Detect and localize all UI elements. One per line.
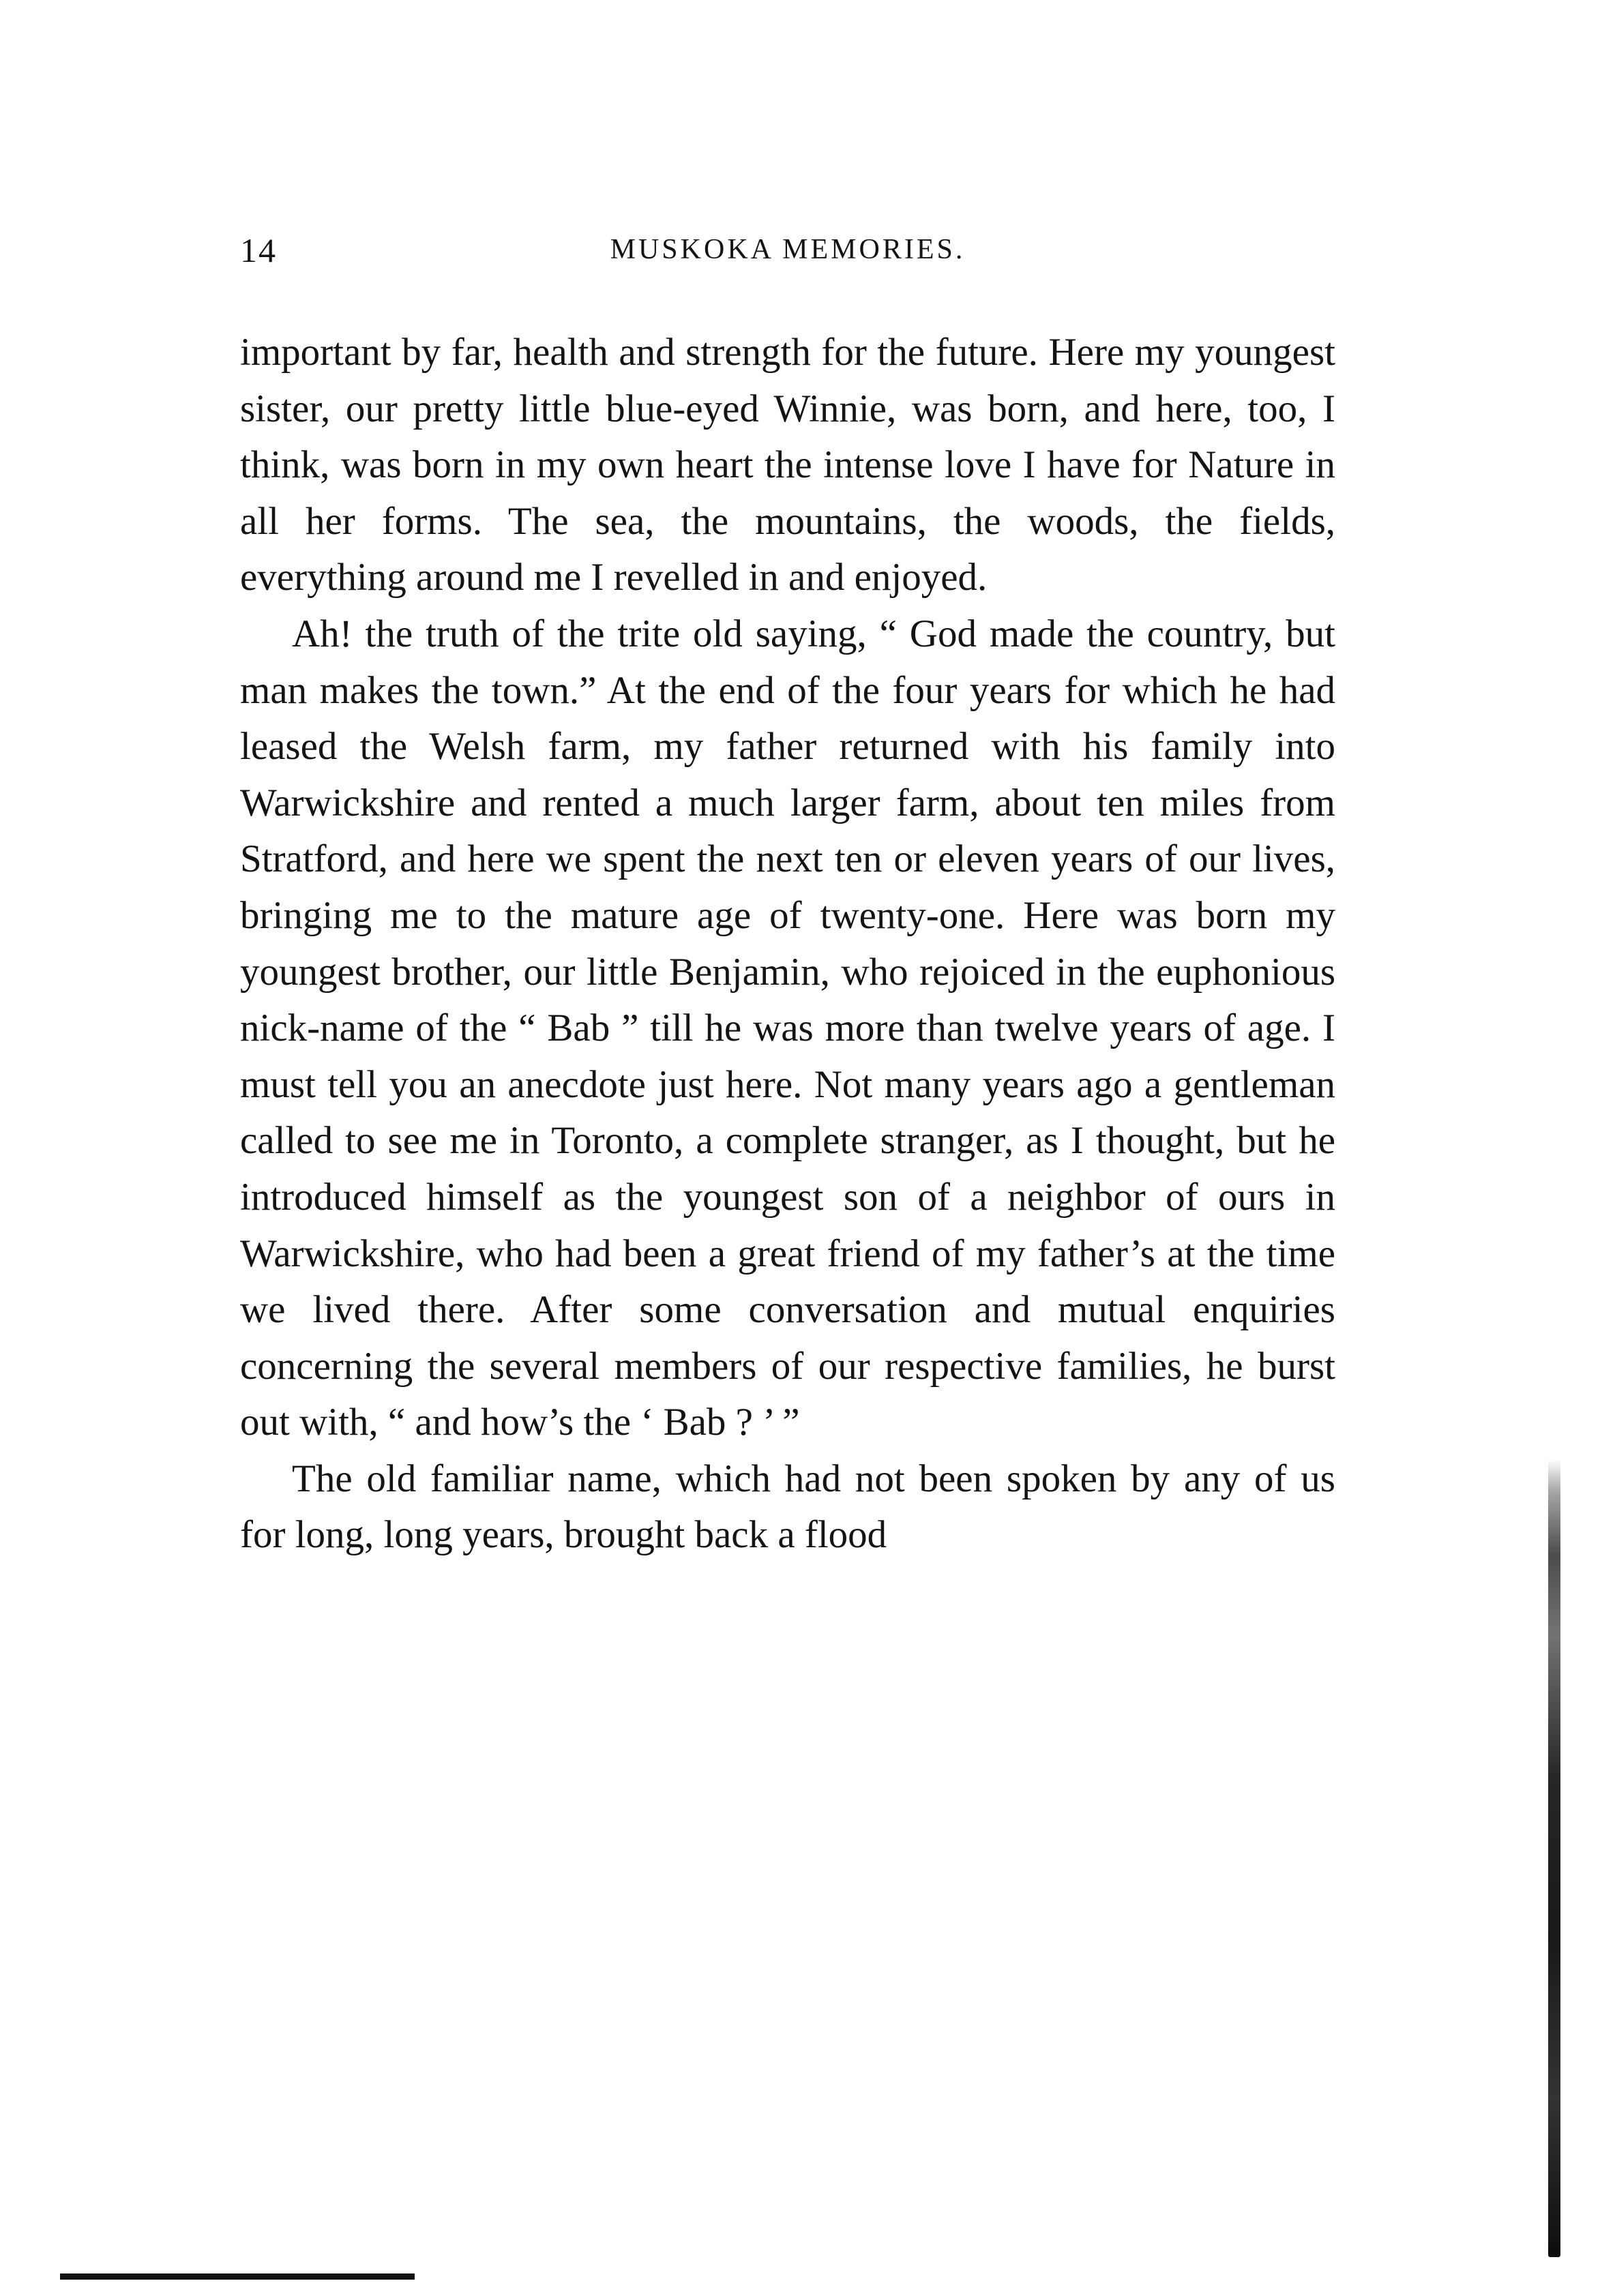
paragraph: The old familiar name, which had not been spoken by any of us for long, long years, brought back a flood	[240, 1457, 1335, 1557]
running-title: MUSKOKA MEMORIES.	[610, 234, 966, 265]
body-text	[240, 325, 1335, 1564]
paragraph: Ah! the truth of the trite old saying, “ God made the country, but man makes the town.” At the end of the four years for which he had leased the Welsh farm, my father returned with his family into Warwickshire and rented a much larger farm, about ten miles from Stratford, and here we spent the next ten or eleven years of our lives, bringing me to the mature age of twenty-one. Here was born my youngest brother, our little Benjamin, who rejoiced in the euphonious nick-name of the “ Bab ” till he was more than twelve years of age. I must tell you an anecdote just here. Not many years ago a gentleman called to see me in Toronto, a complete stranger, as I thought, but he introduced himself as the youngest son of a neighbor of ours in Warwickshire, who had been a great friend of my father’s at the time we lived there. After some conversation and mutual enquiries concerning the several members of our respective families, he burst out with, “ and how’s the ‘ Bab ? ’ ”	[240, 612, 1335, 1444]
page-edge-shadow	[1548, 1459, 1560, 2257]
scan-edge-rule	[60, 2273, 415, 2280]
running-head	[240, 230, 1335, 271]
paragraph: important by far, health and strength for the future. Here my youngest sister, our pretty little blue-eyed Winnie, was born, and here, too, I think, was born in my own heart the intense love I have for Nature in all her forms. The sea, the mountains, the woods, the fields, everything around me I revelled in and enjoyed.	[240, 331, 1335, 599]
page-number: 14	[240, 231, 277, 269]
